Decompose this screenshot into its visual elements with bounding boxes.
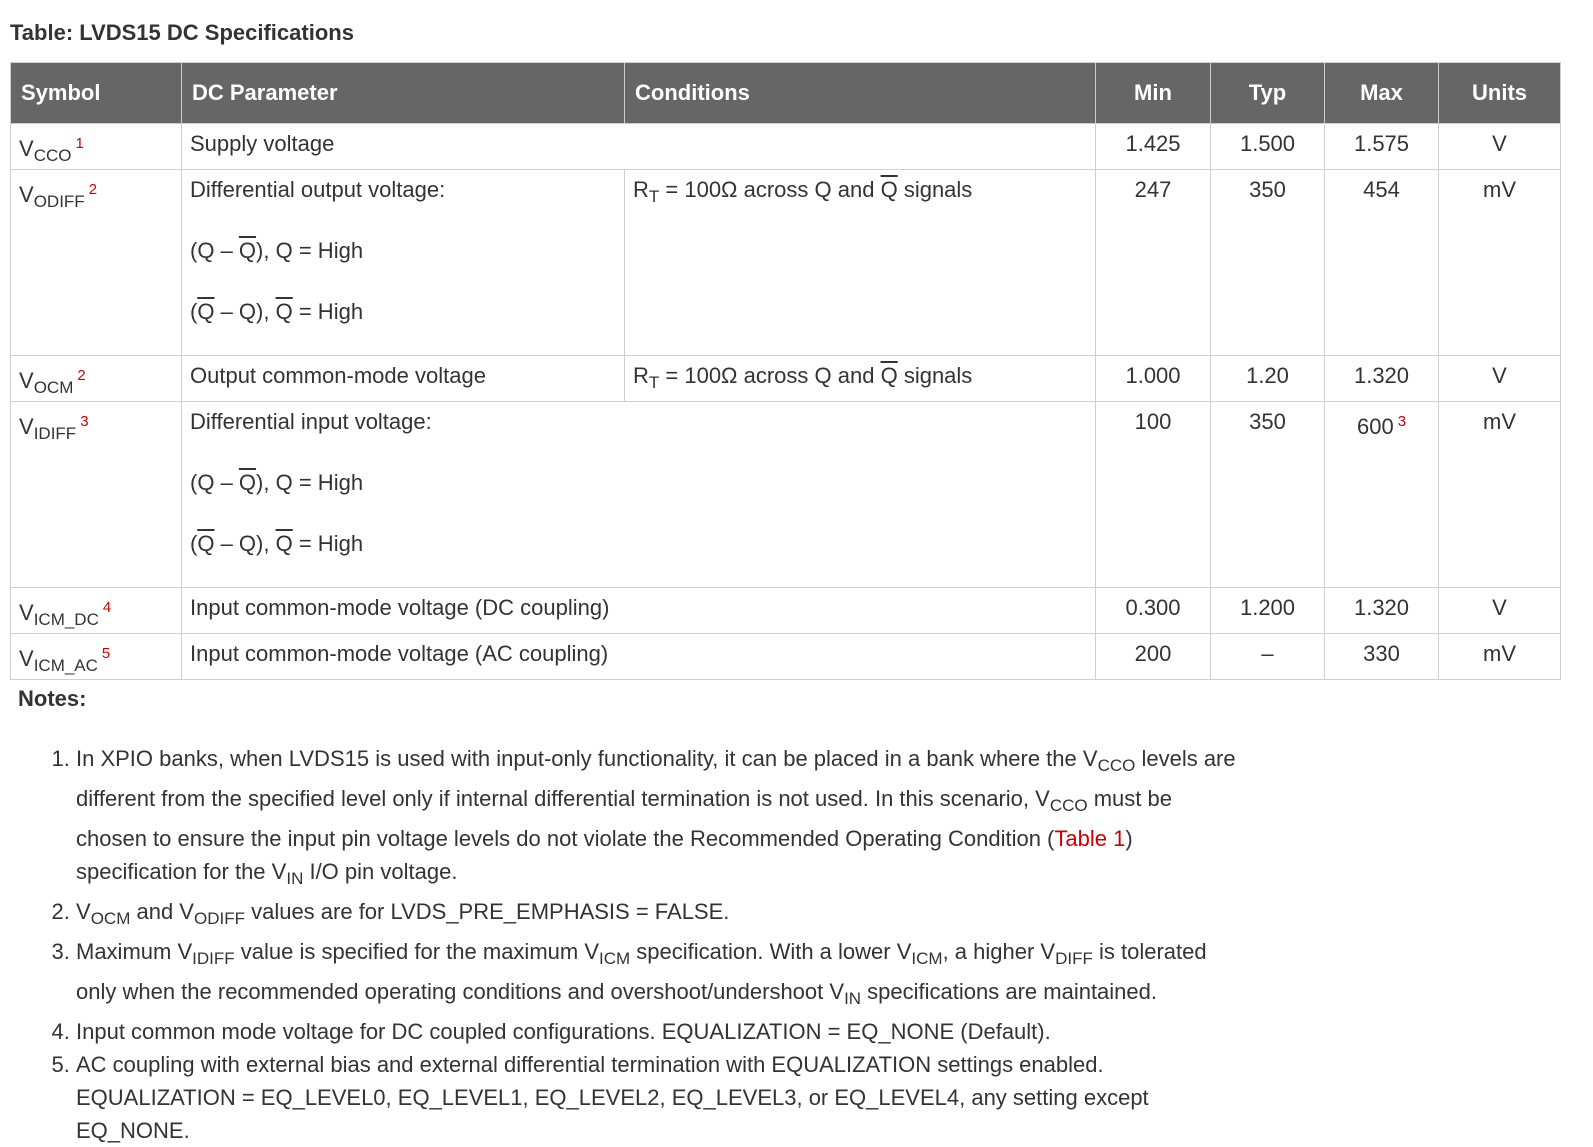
max-cell: 454 [1325, 170, 1439, 356]
table-1-link[interactable]: Table 1 [1054, 826, 1126, 851]
max-cell: 1.320 [1325, 588, 1439, 634]
footnote-ref[interactable]: 2 [77, 367, 86, 384]
min-cell: 1.000 [1096, 356, 1211, 402]
symbol-cell: $V_{CCO}^1$ [11, 124, 182, 170]
notes-heading: Notes: [18, 686, 87, 711]
table-row [11, 124, 1561, 170]
diff-expression: $(\overline{Q} - Q)$, $\overline{Q}$ = High [190, 299, 364, 324]
symbol-cell: $V_{OCM}^2$ [11, 356, 182, 402]
max-cell: 1.575 [1325, 124, 1439, 170]
diff-expression: $(\overline{Q} - Q)$, $\overline{Q}$ = High [190, 531, 364, 556]
typ-cell: 350 [1211, 170, 1325, 356]
footnote-ref[interactable]: 3 [80, 413, 89, 430]
min-cell: 100 [1096, 402, 1211, 588]
footnote-ref[interactable]: 3 [1397, 413, 1407, 430]
footnote-ref[interactable]: 2 [88, 181, 98, 198]
symbol-cell: $V_{IDIFF}^3$ [11, 402, 182, 588]
header-conditions: Conditions [625, 63, 1096, 124]
diff-expression: $(Q - \overline{Q})$, Q = High [190, 470, 364, 495]
typ-cell: 350 [1211, 402, 1325, 588]
conditions-cell: $R_T = 100\Omega$ across Q and $\overline{Q}$ signals [625, 356, 1096, 402]
parameter-cell: Differential output voltage: $(Q - \overline{Q})$, Q = High $(\overline{Q} - Q)$, $\overline{Q}$ = High [182, 170, 625, 356]
table-header-row [11, 63, 1561, 124]
parameter-cell: Supply voltage [182, 124, 1096, 170]
symbol-cell: $V_{ODIFF}^2$ [11, 170, 182, 356]
units-cell: V [1439, 356, 1561, 402]
units-cell: mV [1439, 170, 1561, 356]
footnote-ref[interactable]: 1 [75, 135, 84, 152]
max-cell: 600 $^3$ [1325, 402, 1439, 588]
min-cell: 247 [1096, 170, 1211, 356]
units-cell: mV [1439, 634, 1561, 680]
table-row [11, 402, 1561, 588]
header-units: Units [1439, 63, 1561, 124]
table-row [11, 356, 1561, 402]
min-cell: 0.300 [1096, 588, 1211, 634]
max-cell: 330 [1325, 634, 1439, 680]
typ-cell: – [1211, 634, 1325, 680]
parameter-cell: Differential input voltage: $(Q - \overline{Q})$, Q = High $(\overline{Q} - Q)$, $\overline{Q}$ = High [182, 402, 1096, 588]
units-cell: V [1439, 124, 1561, 170]
list-item: 2. $V_{OCM}$ and $V_{ODIFF}$ values are for LVDS_PRE_EMPHASIS = FALSE. [76, 895, 1246, 935]
table-row [11, 588, 1561, 634]
units-cell: mV [1439, 402, 1561, 588]
list-item: 1. In XPIO banks, when LVDS15 is used with input-only functionality, it can be placed in a bank where the $V_{CCO}$ levels are different from the specified level only if internal differential termination is not used. In this scenario, $V_{CCO}$ must be chosen to ensure the input pin voltage levels do not violate the Recommended Operating Condition (Table 1) specification for the $V_{IN}$ I/O pin voltage. [76, 742, 1246, 895]
notes-list [10, 742, 1246, 1147]
min-cell: 1.425 [1096, 124, 1211, 170]
diff-expression: $(Q - \overline{Q})$, Q = High [190, 238, 364, 263]
symbol-cell: $V_{ICM\_DC}^4$ [11, 588, 182, 634]
list-item: 4. Input common mode voltage for DC coupled configurations. EQUALIZATION = EQ_NONE (Default). [76, 1015, 1246, 1048]
footnote-ref[interactable]: 4 [102, 599, 112, 616]
lvds15-dc-spec-table [10, 62, 1561, 680]
header-typ: Typ [1211, 63, 1325, 124]
typ-cell: 1.500 [1211, 124, 1325, 170]
conditions-cell: $R_T = 100\Omega$ across Q and $\overline{Q}$ signals [625, 170, 1096, 356]
min-cell: 200 [1096, 634, 1211, 680]
header-symbol: Symbol [11, 63, 182, 124]
table-row [11, 170, 1561, 356]
symbol-cell: $V_{ICM\_AC}^5$ [11, 634, 182, 680]
header-dc-parameter: DC Parameter [182, 63, 625, 124]
header-min: Min [1096, 63, 1211, 124]
parameter-cell: Output common-mode voltage [182, 356, 625, 402]
table-row [11, 634, 1561, 680]
units-cell: V [1439, 588, 1561, 634]
table-caption: Table: LVDS15 DC Specifications [10, 20, 354, 45]
footnote-ref[interactable]: 5 [101, 645, 111, 662]
parameter-cell: Input common-mode voltage (DC coupling) [182, 588, 1096, 634]
parameter-cell: Input common-mode voltage (AC coupling) [182, 634, 1096, 680]
list-item: 3. Maximum $V_{IDIFF}$ value is specified for the maximum $V_{ICM}$ specification. With a lower $V_{ICM}$, a higher $V_{DIFF}$ is tolerated only when the recommended operating conditions and overshoot/undershoot $V_{IN}$ specifications are maintained. [76, 935, 1246, 1015]
document-page [10, 18, 1560, 1147]
typ-cell: 1.200 [1211, 588, 1325, 634]
max-cell: 1.320 [1325, 356, 1439, 402]
header-max: Max [1325, 63, 1439, 124]
typ-cell: 1.20 [1211, 356, 1325, 402]
list-item: 5. AC coupling with external bias and external differential termination with EQUALIZATION settings enabled. EQUALIZATION = EQ_LEVEL0, EQ_LEVEL1, EQ_LEVEL2, EQ_LEVEL3, or EQ_LEVEL4, any setting except EQ_NONE. [76, 1048, 1246, 1147]
